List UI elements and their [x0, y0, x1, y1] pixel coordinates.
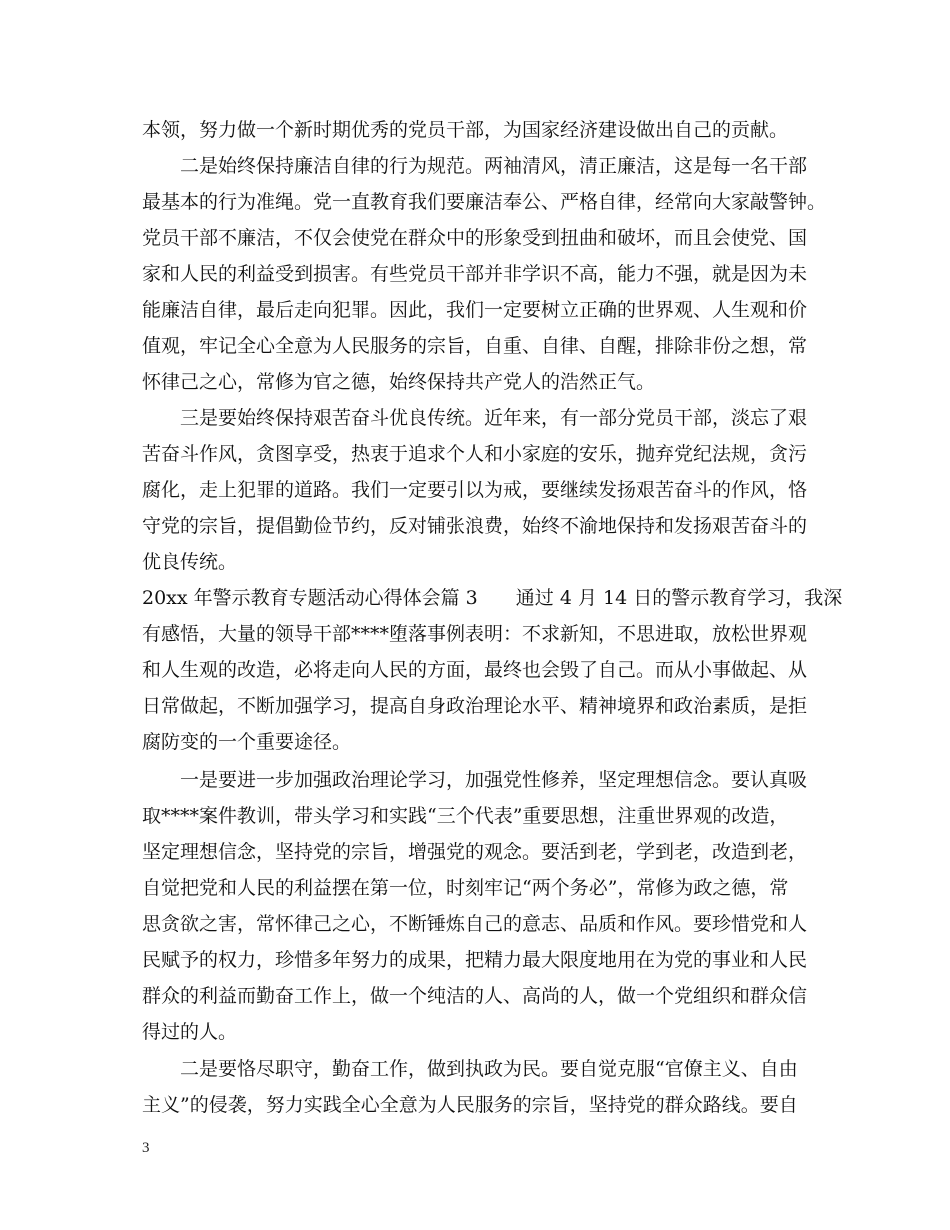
text-line: 值观，牢记全心全意为人民服务的宗旨，自重、自律、自醒，排除非份之想，常: [142, 335, 808, 357]
text-line: 群众的利益而勤奋工作上，做一个纯洁的人、高尚的人，做一个党组织和群众信: [142, 985, 808, 1007]
text-line: 主义”的侵袭，努力实践全心全意为人民服务的宗旨，坚持党的群众路线。要自: [142, 1094, 798, 1116]
text-line: 思贪欲之害，常怀律己之心，不断锤炼自己的意志、品质和作风。要珍惜党和人: [142, 913, 808, 935]
text-line: 优良传统。: [142, 551, 238, 573]
text-line: 二是要恪尽职守，勤奋工作，做到执政为民。要自觉克服“官僚主义、自由: [180, 1058, 798, 1080]
text-line: 日常做起，不断加强学习，提高自身政治理论水平、精神境界和政治素质，是拒: [142, 695, 808, 717]
text-line: 民赋予的权力，珍惜多年努力的成果，把精力最大限度地用在为党的事业和人民: [142, 949, 808, 971]
text-line: 取****案件教训，带头学习和实践“三个代表”重要思想，注重世界观的改造，: [142, 805, 789, 827]
text-line: 二是始终保持廉洁自律的行为规范。两袖清风，清正廉洁，这是每一名干部: [180, 155, 808, 177]
text-line: 能廉洁自律，最后走向犯罪。因此，我们一定要树立正确的世界观、人生观和价: [142, 299, 808, 321]
text-line: 党员干部不廉洁，不仅会使党在群众中的形象受到扭曲和破坏，而且会使党、国: [142, 227, 808, 249]
text-line: 得过的人。: [142, 1021, 238, 1043]
text-line: 有感悟，大量的领导干部****堕落事例表明：不求新知，不思进取，放松世界观: [142, 623, 808, 645]
text-line: 本领，努力做一个新时期优秀的党员干部，为国家经济建设做出自己的贡献。: [142, 119, 789, 141]
section-heading-line: 20xx 年警示教育专题活动心得体会篇 3 通过 4 月 14 日的警示教育学习，我深: [142, 587, 843, 609]
text-line: 苦奋斗作风，贪图享受，热衷于追求个人和小家庭的安乐，抛弃党纪法规，贪污: [142, 443, 808, 465]
text-line: 和人生观的改造，必将走向人民的方面，最终也会毁了自己。而从小事做起、从: [142, 659, 808, 681]
text-line: 腐化，走上犯罪的道路。我们一定要引以为戒，要继续发扬艰苦奋斗的作风，恪: [142, 479, 808, 501]
text-line: 守党的宗旨，提倡勤俭节约，反对铺张浪费，始终不渝地保持和发扬艰苦奋斗的: [142, 515, 808, 537]
text-line: 最基本的行为准绳。党一直教育我们要廉洁奉公、严格自律，经常向大家敲警钟。: [142, 191, 827, 213]
text-line: 腐防变的一个重要途径。: [142, 731, 352, 753]
text-line: 三是要始终保持艰苦奋斗优良传统。近年来，有一部分党员干部，淡忘了艰: [180, 407, 808, 429]
text-line: 一是要进一步加强政治理论学习，加强党性修养，坚定理想信念。要认真吸: [180, 769, 808, 791]
text-line: 怀律己之心，常修为官之德，始终保持共产党人的浩然正气。: [142, 371, 656, 393]
text-line: 家和人民的利益受到损害。有些党员干部并非学识不高，能力不强，就是因为未: [142, 263, 808, 285]
text-line: 自觉把党和人民的利益摆在第一位，时刻牢记“两个务必”，常修为政之德，常: [142, 877, 789, 899]
page-number: 3: [142, 1140, 150, 1156]
text-line: 坚定理想信念，坚持党的宗旨，增强党的观念。要活到老，学到老，改造到老，: [142, 841, 808, 863]
